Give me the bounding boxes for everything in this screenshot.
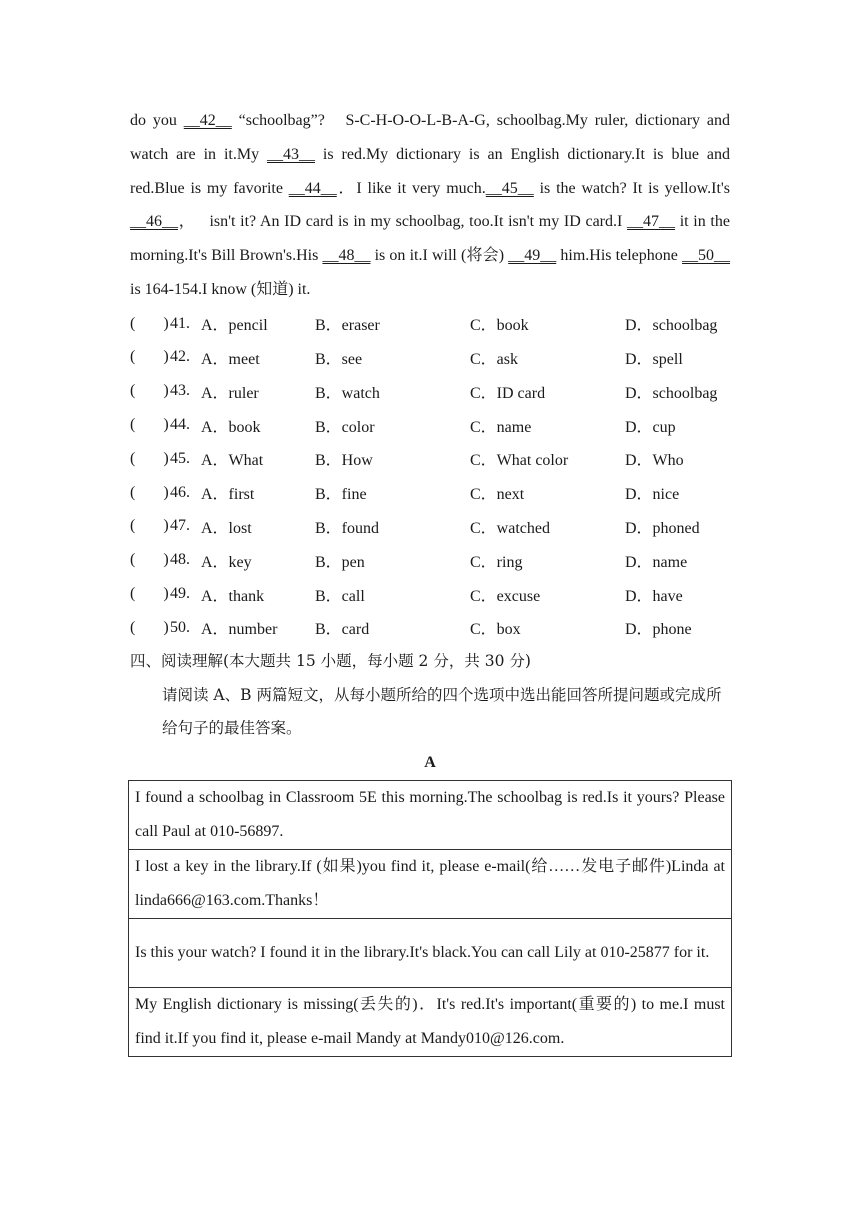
notice-row bbox=[129, 780, 732, 849]
option-d: D．spell bbox=[625, 350, 683, 368]
option-b: B．fine bbox=[315, 486, 367, 504]
answer-paren: ( ) bbox=[130, 416, 169, 434]
answer-blank: __50__ bbox=[682, 247, 730, 265]
question-row bbox=[130, 510, 730, 544]
option-a: A．meet bbox=[201, 350, 260, 368]
option-c: C．What color bbox=[470, 452, 569, 470]
passage-text: do you bbox=[130, 112, 184, 129]
passage-text: ．I like it very much. bbox=[336, 179, 486, 197]
option-d: D．Who bbox=[625, 452, 684, 470]
cloze-passage bbox=[130, 104, 730, 307]
question-row bbox=[130, 476, 730, 510]
question-row bbox=[130, 408, 730, 442]
answer-paren: ( ) bbox=[130, 483, 169, 501]
option-a: A．What bbox=[201, 452, 264, 470]
answer-paren: ( ) bbox=[130, 348, 169, 366]
question-number: 45. bbox=[170, 449, 190, 467]
question-number: 41. bbox=[170, 314, 190, 332]
passage-text: is the watch? It is yellow.It's bbox=[533, 179, 731, 197]
option-c: C．next bbox=[470, 486, 525, 504]
option-d: D．schoolbag bbox=[625, 317, 718, 335]
passage-text: is on it.I will (将会) bbox=[370, 247, 509, 265]
answer-paren: ( ) bbox=[130, 449, 169, 467]
option-c: C．book bbox=[470, 317, 529, 335]
option-b: B．found bbox=[315, 519, 380, 537]
passage-text: is 164-154.I know (知道) it. bbox=[130, 280, 311, 298]
passage-title: A bbox=[424, 754, 436, 772]
option-a: A．thank bbox=[201, 587, 265, 605]
question-row bbox=[130, 577, 730, 611]
question-number: 44. bbox=[170, 416, 190, 434]
option-b: B．color bbox=[315, 418, 375, 436]
option-d: D．have bbox=[625, 587, 683, 605]
option-b: B．card bbox=[315, 621, 370, 639]
option-c: C．watched bbox=[470, 519, 550, 537]
answer-paren: ( ) bbox=[130, 585, 169, 603]
option-b: B．pen bbox=[315, 553, 365, 571]
question-number: 49. bbox=[170, 585, 190, 603]
option-a: A．ruler bbox=[201, 384, 259, 402]
option-c: C．excuse bbox=[470, 587, 541, 605]
option-d: D．cup bbox=[625, 418, 676, 436]
answer-blank: __44__ bbox=[288, 179, 337, 197]
option-b: B．eraser bbox=[315, 317, 380, 335]
answer-paren: ( ) bbox=[130, 551, 169, 569]
notice-row bbox=[129, 918, 732, 987]
exam-page bbox=[130, 104, 730, 1057]
answer-blank: __45__ bbox=[485, 179, 534, 197]
option-c: C．box bbox=[470, 621, 521, 639]
question-row bbox=[130, 442, 730, 476]
option-d: D．phoned bbox=[625, 519, 700, 537]
answer-paren: ( ) bbox=[130, 382, 169, 400]
answer-paren: ( ) bbox=[130, 314, 169, 332]
notice-cell: Is this your watch? I found it in the library.It's black.You can call Lily at 010-25877 for it. bbox=[129, 918, 732, 987]
option-d: D．phone bbox=[625, 621, 692, 639]
question-number: 47. bbox=[170, 517, 190, 535]
passage-text: ， isn't it? An ID card is in my schoolbag, too.It isn't my ID card.I bbox=[178, 213, 628, 231]
answer-paren: ( ) bbox=[130, 517, 169, 535]
option-b: B．How bbox=[315, 452, 373, 470]
option-c: C．name bbox=[470, 418, 532, 436]
question-number: 50. bbox=[170, 618, 190, 636]
passage-text: him.His telephone bbox=[556, 247, 682, 265]
option-a: A．lost bbox=[201, 519, 252, 537]
option-a: A．pencil bbox=[201, 317, 268, 335]
question-row bbox=[130, 611, 730, 645]
option-b: B．watch bbox=[315, 384, 380, 402]
answer-blank: __42__ bbox=[183, 112, 232, 129]
question-list bbox=[130, 307, 730, 645]
question-row bbox=[130, 374, 730, 408]
notice-cell: I found a schoolbag in Classroom 5E this morning.The schoolbag is red.Is it yours? Please call Paul at 010-56897. bbox=[129, 780, 732, 849]
notice-row bbox=[129, 849, 732, 918]
question-row bbox=[130, 307, 730, 341]
question-number: 48. bbox=[170, 551, 190, 569]
passage-text: “schoolbag”? S-C-H-O-O-L-B-A-G, schoolbag.My ruler, dictionary and watch are in it.My bbox=[130, 112, 731, 163]
option-d: D．nice bbox=[625, 486, 680, 504]
option-a: A．book bbox=[201, 418, 261, 436]
answer-paren: ( ) bbox=[130, 618, 169, 636]
notice-row bbox=[129, 987, 732, 1056]
passage-text: it in the morning.It's Bill Brown's.His bbox=[130, 213, 730, 265]
question-row bbox=[130, 341, 730, 375]
passage-text: is red.My dictionary is an English dictionary.It is blue and red.Blue is my favorite bbox=[130, 145, 731, 197]
question-number: 46. bbox=[170, 483, 190, 501]
notice-cell: My English dictionary is missing(丢失的)．It's red.It's important(重要的) to me.I must find it.If you find it, please e-mail Mandy at Mandy010@126.com. bbox=[129, 987, 732, 1056]
notice-table bbox=[128, 780, 732, 1057]
option-d: D．schoolbag bbox=[625, 384, 718, 402]
option-d: D．name bbox=[625, 553, 688, 571]
section-heading: 四、阅读理解(本大题共 15 小题，每小题 2 分，共 30 分) bbox=[130, 651, 531, 670]
question-number: 42. bbox=[170, 348, 190, 366]
question-row bbox=[130, 543, 730, 577]
answer-blank: __43__ bbox=[267, 145, 315, 163]
option-c: C．ring bbox=[470, 553, 523, 571]
section-instruction: 请阅读 A、B 两篇短文，从每小题所给的四个选项中选出能回答所提问题或完成所给句子的最佳答案。 bbox=[162, 685, 722, 738]
notice-cell: I lost a key in the library.If (如果)you find it, please e-mail(给……发电子邮件)Linda at linda666@163.com.Thanks！ bbox=[129, 849, 732, 918]
option-a: A．first bbox=[201, 486, 255, 504]
answer-blank: __49__ bbox=[508, 247, 557, 265]
option-c: C．ask bbox=[470, 350, 519, 368]
option-b: B．see bbox=[315, 350, 363, 368]
answer-blank: __47__ bbox=[627, 213, 676, 231]
option-b: B．call bbox=[315, 587, 365, 605]
answer-blank: __48__ bbox=[322, 247, 371, 265]
option-a: A．number bbox=[201, 621, 278, 639]
answer-blank: __46__ bbox=[130, 213, 178, 231]
option-c: C．ID card bbox=[470, 384, 546, 402]
question-number: 43. bbox=[170, 382, 190, 400]
option-a: A．key bbox=[201, 553, 252, 571]
